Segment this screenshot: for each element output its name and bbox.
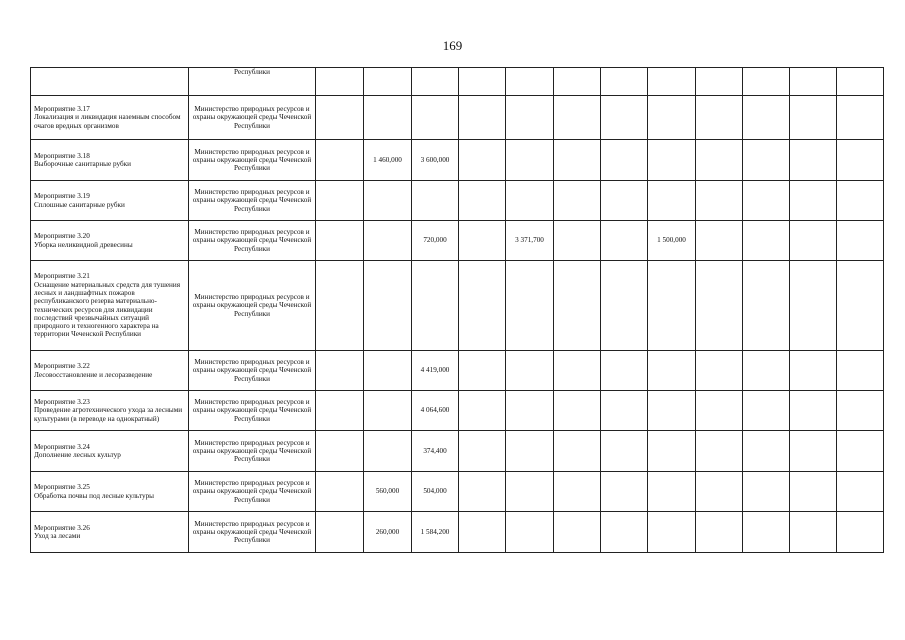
value-cell bbox=[506, 181, 554, 221]
value-cell bbox=[601, 512, 648, 553]
table-row bbox=[31, 96, 884, 140]
measure-title: Мероприятие 3.21 bbox=[34, 272, 90, 281]
value-cell bbox=[554, 96, 601, 140]
value-cell bbox=[743, 68, 790, 96]
table-row bbox=[31, 391, 884, 431]
measure-cell bbox=[31, 261, 189, 351]
value-cell bbox=[648, 140, 696, 181]
value-cell bbox=[412, 261, 459, 351]
value-cell bbox=[364, 96, 412, 140]
executor-text: Министерство природных ресурсов и охраны окружающей среды Чеченской Республики bbox=[192, 438, 312, 464]
measure-cell bbox=[31, 431, 189, 472]
value-cell bbox=[601, 431, 648, 472]
value-cell bbox=[790, 221, 837, 261]
table-row bbox=[31, 181, 884, 221]
value-cell bbox=[837, 140, 884, 181]
value-cell bbox=[316, 96, 364, 140]
value-cell bbox=[459, 68, 506, 96]
value-cell bbox=[837, 431, 884, 472]
value-cell bbox=[648, 391, 696, 431]
value-cell: 3 600,000 bbox=[412, 140, 459, 181]
value-cell bbox=[459, 96, 506, 140]
value-cell bbox=[554, 391, 601, 431]
value-cell bbox=[601, 221, 648, 261]
value-cell bbox=[459, 181, 506, 221]
executor-text: Министерство природных ресурсов и охраны окружающей среды Чеченской Республики bbox=[192, 147, 312, 173]
value-cell bbox=[837, 351, 884, 391]
executor-cell bbox=[189, 140, 316, 181]
value-cell bbox=[459, 221, 506, 261]
executor-text: Министерство природных ресурсов и охраны окружающей среды Чеченской Республики bbox=[192, 479, 312, 504]
value-cell bbox=[506, 431, 554, 472]
measure-title: Мероприятие 3.26 bbox=[34, 523, 90, 532]
value-cell bbox=[696, 431, 743, 472]
measure-description: Выборочные санитарные рубки bbox=[34, 160, 131, 168]
value-cell: 260,000 bbox=[364, 512, 412, 553]
value-cell bbox=[743, 472, 790, 512]
value-cell bbox=[790, 96, 837, 140]
executor-text: Министерство природных ресурсов и охраны окружающей среды Чеченской Республики bbox=[192, 398, 312, 423]
value-cell bbox=[696, 351, 743, 391]
value-cell bbox=[837, 68, 884, 96]
measure-title: Мероприятие 3.23 bbox=[34, 398, 90, 407]
value-cell bbox=[696, 221, 743, 261]
executor-text: Республики bbox=[233, 68, 271, 76]
table-row bbox=[31, 140, 884, 181]
table-row bbox=[31, 512, 884, 553]
value-cell bbox=[648, 431, 696, 472]
value-cell bbox=[316, 140, 364, 181]
value-cell bbox=[601, 472, 648, 512]
value-cell bbox=[837, 391, 884, 431]
value-cell bbox=[601, 181, 648, 221]
value-cell bbox=[554, 261, 601, 351]
value-cell bbox=[554, 68, 601, 96]
value-cell bbox=[743, 512, 790, 553]
measure-cell bbox=[31, 140, 189, 181]
measure-title: Мероприятие 3.24 bbox=[34, 442, 90, 451]
value-cell bbox=[364, 261, 412, 351]
value-cell: 1 500,000 bbox=[648, 221, 696, 261]
value-cell bbox=[648, 351, 696, 391]
table-row bbox=[31, 431, 884, 472]
value-cell bbox=[601, 351, 648, 391]
value-cell bbox=[696, 512, 743, 553]
value-cell bbox=[554, 221, 601, 261]
measure-cell bbox=[31, 68, 189, 96]
measure-cell bbox=[31, 512, 189, 553]
value-cell: 1 460,000 bbox=[364, 140, 412, 181]
value-cell: 3 371,700 bbox=[506, 221, 554, 261]
value-cell: 4 064,600 bbox=[412, 391, 459, 431]
value-cell bbox=[743, 431, 790, 472]
measure-description: Уборка неликвидной древесины bbox=[34, 240, 133, 249]
value-cell bbox=[790, 181, 837, 221]
value-cell bbox=[459, 391, 506, 431]
value-cell bbox=[316, 181, 364, 221]
measure-cell bbox=[31, 96, 189, 140]
executor-text: Министерство природных ресурсов и охраны окружающей среды Чеченской Республики bbox=[192, 105, 312, 130]
value-cell bbox=[837, 261, 884, 351]
value-cell bbox=[648, 181, 696, 221]
value-cell bbox=[364, 221, 412, 261]
measure-description: Проведение агротехнического ухода за лесными культурами (в переводе на однократный) bbox=[34, 406, 183, 423]
value-cell bbox=[316, 261, 364, 351]
value-cell bbox=[554, 351, 601, 391]
executor-text: Министерство природных ресурсов и охраны окружающей среды Чеченской Республики bbox=[192, 188, 312, 213]
value-cell bbox=[837, 472, 884, 512]
value-cell bbox=[837, 221, 884, 261]
value-cell bbox=[743, 391, 790, 431]
value-cell bbox=[696, 391, 743, 431]
value-cell bbox=[364, 431, 412, 472]
value-cell bbox=[696, 96, 743, 140]
measure-cell bbox=[31, 472, 189, 512]
value-cell bbox=[459, 261, 506, 351]
value-cell bbox=[364, 351, 412, 391]
value-cell bbox=[412, 68, 459, 96]
measure-cell bbox=[31, 181, 189, 221]
measure-cell bbox=[31, 221, 189, 261]
executor-cell bbox=[189, 512, 316, 553]
value-cell bbox=[459, 351, 506, 391]
value-cell bbox=[316, 431, 364, 472]
value-cell bbox=[790, 261, 837, 351]
executor-text: Министерство природных ресурсов и охраны окружающей среды Чеченской Республики bbox=[192, 519, 312, 545]
value-cell bbox=[554, 472, 601, 512]
measure-title: Мероприятие 3.20 bbox=[34, 232, 90, 241]
value-cell bbox=[696, 261, 743, 351]
table-row bbox=[31, 68, 884, 96]
value-cell bbox=[790, 431, 837, 472]
value-cell bbox=[506, 472, 554, 512]
value-cell bbox=[743, 221, 790, 261]
value-cell bbox=[601, 391, 648, 431]
value-cell bbox=[554, 431, 601, 472]
value-cell bbox=[743, 140, 790, 181]
measure-description: Локализация и ликвидация наземным способом очагов вредных организмов bbox=[34, 113, 181, 130]
value-cell bbox=[412, 181, 459, 221]
table-row bbox=[31, 351, 884, 391]
value-cell: 560,000 bbox=[364, 472, 412, 512]
value-cell bbox=[459, 472, 506, 512]
value-cell bbox=[316, 472, 364, 512]
value-cell bbox=[554, 181, 601, 221]
measure-cell bbox=[31, 351, 189, 391]
measure-title: Мероприятие 3.25 bbox=[34, 483, 90, 492]
value-cell bbox=[316, 391, 364, 431]
measure-description: Сплошные санитарные рубки bbox=[34, 200, 125, 209]
executor-text: Министерство природных ресурсов и охраны окружающей среды Чеченской Республики bbox=[192, 293, 312, 318]
executor-cell bbox=[189, 96, 316, 140]
executor-text: Министерство природных ресурсов и охраны окружающей среды Чеченской Республики bbox=[192, 228, 312, 253]
value-cell: 1 584,200 bbox=[412, 512, 459, 553]
value-cell bbox=[506, 96, 554, 140]
value-cell bbox=[364, 68, 412, 96]
value-cell: 720,000 bbox=[412, 221, 459, 261]
table-row bbox=[31, 261, 884, 351]
executor-cell bbox=[189, 261, 316, 351]
value-cell bbox=[743, 261, 790, 351]
measure-title: Мероприятие 3.19 bbox=[34, 192, 90, 201]
value-cell bbox=[648, 472, 696, 512]
value-cell bbox=[837, 96, 884, 140]
executor-cell bbox=[189, 68, 316, 96]
value-cell bbox=[412, 96, 459, 140]
executor-cell bbox=[189, 472, 316, 512]
value-cell bbox=[790, 68, 837, 96]
value-cell bbox=[790, 140, 837, 181]
measure-title: Мероприятие 3.18 bbox=[34, 151, 90, 160]
measure-title: Мероприятие 3.22 bbox=[34, 362, 90, 371]
value-cell bbox=[316, 512, 364, 553]
page-number: 169 bbox=[442, 38, 463, 53]
value-cell bbox=[648, 68, 696, 96]
value-cell bbox=[459, 431, 506, 472]
value-cell bbox=[743, 351, 790, 391]
value-cell bbox=[364, 181, 412, 221]
value-cell bbox=[648, 261, 696, 351]
value-cell bbox=[696, 68, 743, 96]
value-cell bbox=[790, 512, 837, 553]
value-cell bbox=[459, 512, 506, 553]
table-row bbox=[31, 472, 884, 512]
value-cell bbox=[837, 181, 884, 221]
measure-title: Мероприятие 3.17 bbox=[34, 105, 90, 114]
value-cell bbox=[790, 391, 837, 431]
value-cell: 504,000 bbox=[412, 472, 459, 512]
measure-cell bbox=[31, 391, 189, 431]
value-cell bbox=[316, 221, 364, 261]
value-cell bbox=[790, 351, 837, 391]
executor-cell bbox=[189, 351, 316, 391]
measure-description: Обработка почвы под лесные культуры bbox=[34, 491, 155, 500]
value-cell bbox=[506, 391, 554, 431]
value-cell bbox=[316, 68, 364, 96]
program-measures-table bbox=[30, 67, 884, 553]
measure-description: Оснащение материальных средств для тушения лесных и ландшафтных пожаров республиканского резерва материально-технических ресурсов для ликвидации последствий чрезвычайных ситуаций природного и техногенного характера на территории Чеченской Республики bbox=[34, 280, 181, 339]
value-cell bbox=[601, 96, 648, 140]
measure-description: Лесовосстановление и лесоразведение bbox=[34, 370, 153, 379]
value-cell bbox=[648, 512, 696, 553]
executor-cell bbox=[189, 431, 316, 472]
value-cell bbox=[648, 96, 696, 140]
measure-description: Уход за лесами bbox=[34, 532, 81, 540]
value-cell bbox=[743, 181, 790, 221]
value-cell bbox=[506, 140, 554, 181]
value-cell bbox=[459, 140, 506, 181]
executor-cell bbox=[189, 181, 316, 221]
table-row bbox=[31, 221, 884, 261]
measure-description: Дополнение лесных культур bbox=[34, 451, 121, 459]
value-cell bbox=[506, 512, 554, 553]
value-cell: 374,400 bbox=[412, 431, 459, 472]
value-cell bbox=[696, 181, 743, 221]
value-cell bbox=[601, 140, 648, 181]
value-cell: 4 419,000 bbox=[412, 351, 459, 391]
value-cell bbox=[696, 140, 743, 181]
executor-cell bbox=[189, 221, 316, 261]
value-cell bbox=[743, 96, 790, 140]
value-cell bbox=[364, 391, 412, 431]
executor-text: Министерство природных ресурсов и охраны окружающей среды Чеченской Республики bbox=[192, 358, 312, 383]
value-cell bbox=[506, 261, 554, 351]
value-cell bbox=[554, 512, 601, 553]
value-cell bbox=[506, 351, 554, 391]
value-cell bbox=[601, 68, 648, 96]
value-cell bbox=[601, 261, 648, 351]
value-cell bbox=[506, 68, 554, 96]
executor-cell bbox=[189, 391, 316, 431]
value-cell bbox=[316, 351, 364, 391]
value-cell bbox=[837, 512, 884, 553]
value-cell bbox=[554, 140, 601, 181]
value-cell bbox=[696, 472, 743, 512]
value-cell bbox=[790, 472, 837, 512]
